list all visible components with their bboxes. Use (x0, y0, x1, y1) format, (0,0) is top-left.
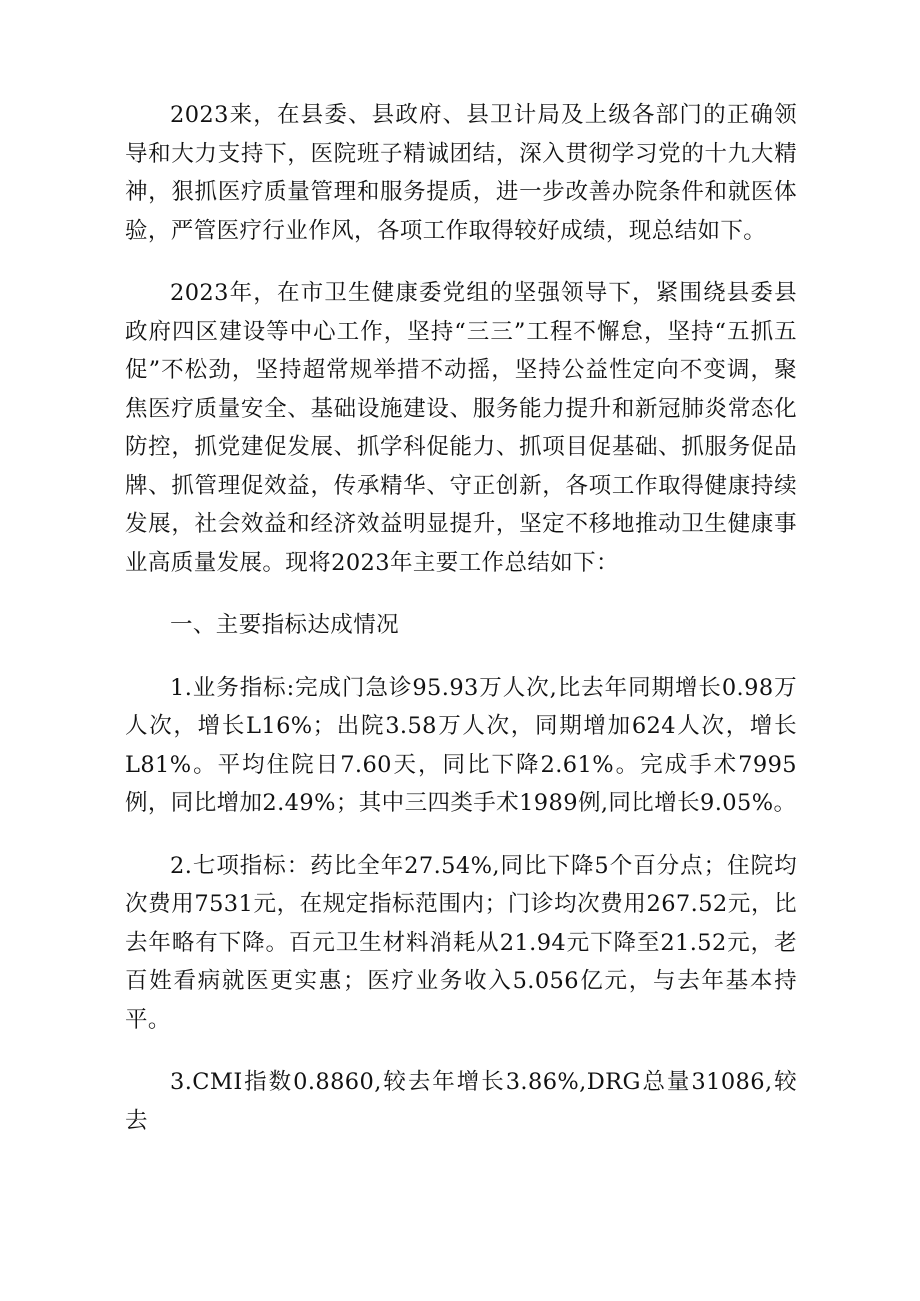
seven-indicators-paragraph: 2.七项指标：药比全年27.54%,同比下降5个百分点；住院均次费用7531元，在规定指标范围内；门诊均次费用267.52元，比去年略有下降。百元卫生材料消耗从21.94元下降至21.52元，老百姓看病就医更实惠；医疗业务收入5.056亿元，与去年基本持平。 (125, 852, 797, 1033)
intro-paragraph: 2023来，在县委、县政府、县卫计局及上级各部门的正确领导和大力支持下，医院班子精诚团结，深入贯彻学习党的十九大精神，狠抓医疗质量管理和服务提质，进一步改善办院条件和就医体验，严管医疗行业作风，各项工作取得较好成绩，现总结如下。 (125, 102, 797, 244)
section-heading: 一、主要指标达成情况 (170, 612, 400, 638)
business-indicators-paragraph: 1.业务指标:完成门急诊95.93万人次,比去年同期增长0.98万人次，增长L16%；出院3.58万人次，同期增加624人次，增长L81%。平均住院日7.60天，同比下降2.61%。完成手术7995例，同比增加2.49%；其中三四类手术1989例,同比增长9.05%。 (125, 674, 797, 816)
overview-paragraph: 2023年，在市卫生健康委党组的坚强领导下，紧围绕县委县政府四区建设等中心工作，坚持“三三”工程不懈怠，坚持“五抓五促”不松劲，坚持超常规举措不动摇，坚持公益性定向不变调，聚焦医疗质量安全、基础设施建设、服务能力提升和新冠肺炎常态化防控，抓党建促发展、抓学科促能力、抓项目促基础、抓服务促品牌、抓管理促效益，传承精华、守正创新，各项工作取得健康持续发展，社会效益和经济效益明显提升，坚定不移地推动卫生健康事业高质量发展。现将2023年主要工作总结如下： (125, 280, 797, 576)
cmi-paragraph: 3.CMI指数0.8860,较去年增长3.86%,DRG总量31086,较去 (125, 1069, 797, 1134)
document-body (125, 96, 797, 1164)
